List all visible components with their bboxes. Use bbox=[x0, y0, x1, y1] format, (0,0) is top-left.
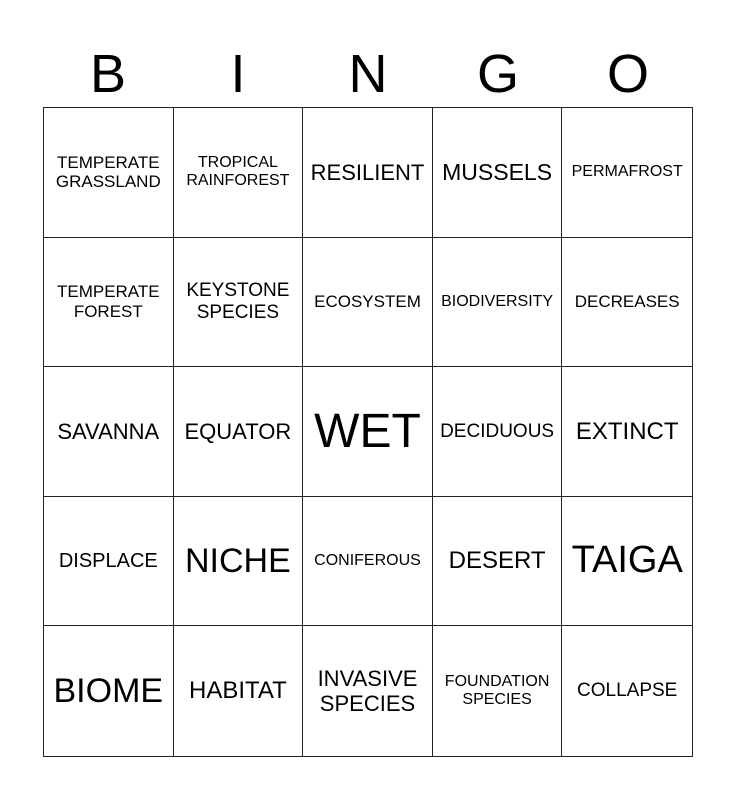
bingo-cell[interactable]: BIODIVERSITY bbox=[433, 238, 563, 368]
bingo-cell[interactable]: DISPLACE bbox=[44, 497, 174, 627]
bingo-cell[interactable]: ECOSYSTEM bbox=[303, 238, 433, 368]
header-letter-i: I bbox=[230, 44, 246, 104]
bingo-cell[interactable]: HABITAT bbox=[174, 626, 304, 756]
bingo-cell[interactable]: NICHE bbox=[174, 497, 304, 627]
bingo-cell[interactable]: CONIFEROUS bbox=[303, 497, 433, 627]
bingo-cell[interactable]: DESERT bbox=[433, 497, 563, 627]
bingo-cell[interactable]: EXTINCT bbox=[562, 367, 692, 497]
bingo-cell[interactable]: KEYSTONE SPECIES bbox=[174, 238, 304, 368]
bingo-cell[interactable]: SAVANNA bbox=[44, 367, 174, 497]
bingo-cell[interactable]: TROPICAL RAINFOREST bbox=[174, 108, 304, 238]
bingo-cell[interactable]: TAIGA bbox=[562, 497, 692, 627]
bingo-cell[interactable]: COLLAPSE bbox=[577, 680, 678, 702]
bingo-cell[interactable]: RESILIENT bbox=[303, 108, 433, 238]
bingo-cell[interactable]: INVASIVE SPECIES bbox=[303, 626, 433, 756]
bingo-board bbox=[43, 107, 693, 757]
bingo-cell[interactable]: EQUATOR bbox=[174, 367, 304, 497]
bingo-cell[interactable]: DECREASES bbox=[562, 238, 692, 368]
bingo-header bbox=[43, 40, 693, 108]
bingo-cell[interactable]: TEMPERATE GRASSLAND bbox=[44, 108, 174, 238]
bingo-cell[interactable]: FOUNDATION SPECIES bbox=[433, 626, 563, 756]
bingo-cell[interactable]: DECIDUOUS bbox=[433, 367, 563, 497]
header-letter-b: B bbox=[89, 44, 127, 104]
bingo-cell[interactable]: MUSSELS bbox=[433, 108, 563, 238]
header-letter-n: N bbox=[348, 44, 388, 104]
bingo-cell[interactable]: BIOME bbox=[44, 626, 174, 756]
bingo-cell[interactable]: TEMPERATE FOREST bbox=[44, 238, 174, 368]
bingo-cell-free-center[interactable]: WET bbox=[303, 367, 433, 497]
header-letter-o: O bbox=[606, 44, 649, 104]
header-letter-g: G bbox=[476, 44, 519, 104]
bingo-cell[interactable]: PERMAFROST bbox=[562, 108, 692, 238]
